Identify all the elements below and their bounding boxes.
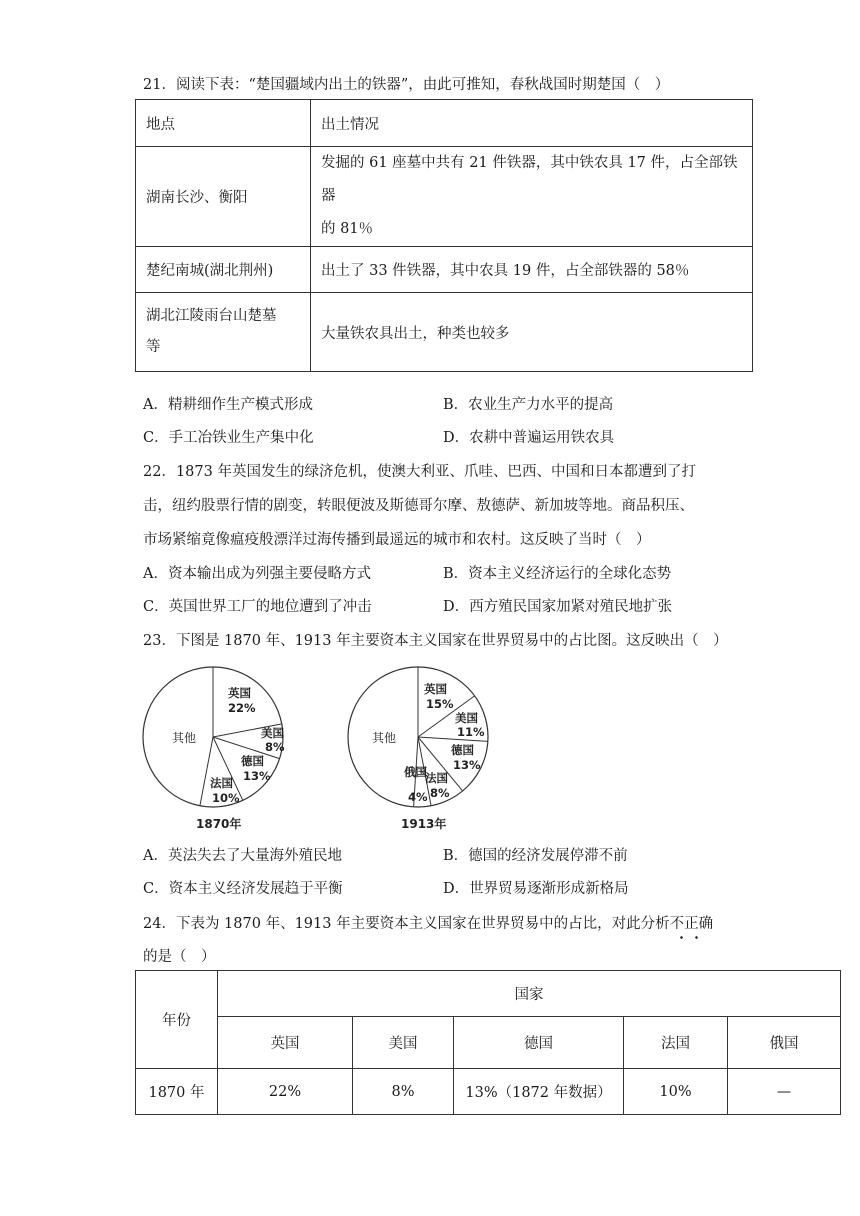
q21-stem: 21．阅读下表：“楚国疆域内出土的铁器”，由此可推知，春秋战国时期楚国（ ） (143, 77, 670, 93)
q24-cell-uk: 22% (218, 1069, 353, 1115)
q23-stem: 23．下图是 1870 年、1913 年主要资本主义国家在世界贸易中的占比图。这反映出（ ） (143, 633, 728, 649)
pie-1870-value-de: 13% (243, 769, 271, 783)
table-row (136, 147, 753, 247)
pie-1870-value-fr: 10% (212, 791, 240, 805)
q21-option-a: A．精耕细作生产模式形成 (143, 397, 313, 413)
pie-1913-value-us: 11% (457, 725, 485, 739)
q24-stem-text: 24．下表为 1870 年、1913 年主要资本主义国家在世界贸易中的占比，对此分析 (143, 916, 670, 932)
pie-1913-value-de: 13% (453, 758, 481, 772)
q21-cell-detail: 出土了 33 件铁器，其中农具 19 件，占全部铁器的 58％ (311, 247, 753, 293)
pie-1870-label-us: 美国 (261, 726, 284, 740)
pie-1870-value-us: 8% (265, 740, 285, 754)
pie-1870-label-fr: 法国 (210, 776, 233, 790)
q24-header-de: 德国 (454, 1017, 624, 1069)
table-row (136, 293, 753, 372)
q21-cell-place: 湖南长沙、衡阳 (136, 147, 311, 247)
pie-1913-value-ru: 4% (408, 790, 428, 804)
q21-option-c: C．手工冶铁业生产集中化 (143, 430, 314, 446)
q21-cell-detail-line: 发掘的 61 座墓中共有 21 件铁器，其中铁农具 17 件，占全部铁器 (321, 155, 738, 204)
q21-table (135, 99, 753, 372)
q21-option-b: B．农业生产力水平的提高 (443, 397, 614, 413)
pie-1870-label-uk: 英国 (228, 686, 251, 700)
q24-header-uk: 英国 (218, 1017, 353, 1069)
q21-cell-detail-line: 的 81％ (321, 221, 374, 237)
q24-cell-year: 1870 年 (136, 1069, 218, 1115)
q22-option-d: D．西方殖民国家加紧对殖民地扩张 (443, 599, 673, 615)
pie-1913 (348, 667, 488, 831)
q24-stem-line2: 的是（ ） (143, 949, 216, 965)
q22-stem-line1: 22．1873 年英国发生的绿济危机，使澳大利亚、爪哇、巴西、中国和日本都遭到了打 (143, 464, 696, 480)
q24-header-year: 年份 (136, 971, 218, 1069)
q24-cell-de: 13%（1872 年数据） (454, 1069, 624, 1115)
q21-cell-place-line: 湖北江陵雨台山楚墓 (146, 308, 277, 324)
q21-option-d: D．农耕中普遍运用铁农具 (443, 430, 615, 446)
pie-1913-label-de: 德国 (451, 743, 474, 757)
q22-option-b: B．资本主义经济运行的全球化态势 (443, 566, 672, 582)
pie-1870 (143, 667, 285, 831)
pie-1870-label-de: 德国 (241, 754, 264, 768)
q23-option-b: B．德国的经济发展停滞不前 (443, 848, 628, 864)
q24-header-fr: 法国 (624, 1017, 728, 1069)
q21-cell-detail: 大量铁农具出土，种类也较多 (311, 293, 753, 372)
table-row (136, 247, 753, 293)
q24-header-ru: 俄国 (728, 1017, 841, 1069)
q22-option-a: A．资本输出成为列强主要侵略方式 (143, 566, 371, 582)
q21-cell-place-line: 等 (146, 339, 161, 355)
pie-1913-label-ru: 俄国 (404, 765, 427, 779)
q23-option-c: C．资本主义经济发展趋于平衡 (143, 881, 343, 897)
q24-header-us: 美国 (353, 1017, 454, 1069)
pie-1913-title: 1913年 (401, 817, 447, 831)
q21-cell-place (136, 293, 311, 372)
pie-1913-value-uk: 15% (426, 697, 454, 711)
q24-cell-us: 8% (353, 1069, 454, 1115)
q21-header-detail: 出土情况 (311, 100, 753, 147)
q24-cell-fr: 10% (624, 1069, 728, 1115)
q24-stem-line1 (143, 912, 713, 933)
pie-1870-label-other: 其他 (172, 731, 197, 745)
pie-1913-label-us: 美国 (455, 711, 478, 725)
q22-stem-line3: 市场紧缩竟像瘟疫般漂洋过海传播到最遥远的城市和农村。这反映了当时（ ） (143, 532, 651, 548)
table-row (136, 1069, 841, 1115)
pie-1913-label-fr: 法国 (425, 771, 448, 785)
q24-header-country-group: 国家 (218, 971, 841, 1017)
pie-1870-value-uk: 22% (228, 701, 256, 715)
q24-stem-emphasis: 不正确 (670, 912, 714, 933)
q23-option-d: D．世界贸易逐渐形成新格局 (443, 881, 629, 897)
q24-cell-ru: — (728, 1069, 841, 1115)
pie-1913-value-fr: 8% (430, 786, 450, 800)
q24-table (135, 970, 841, 1115)
q23-option-a: A．英法失去了大量海外殖民地 (143, 848, 342, 864)
q21-cell-place: 楚纪南城(湖北荆州) (136, 247, 311, 293)
pie-1870-title: 1870年 (196, 817, 242, 831)
pie-charts (140, 660, 500, 840)
q21-header-place: 地点 (136, 100, 311, 147)
pie-1913-label-other: 其他 (372, 731, 397, 745)
q22-option-c: C．英国世界工厂的地位遭到了冲击 (143, 599, 372, 615)
pie-1913-label-uk: 英国 (424, 682, 447, 696)
q22-stem-line2: 击，纽约股票行情的剧变，转眼便波及斯德哥尔摩、敖德萨、新加坡等地。商品积压、 (143, 498, 694, 514)
q21-cell-detail (311, 147, 753, 247)
